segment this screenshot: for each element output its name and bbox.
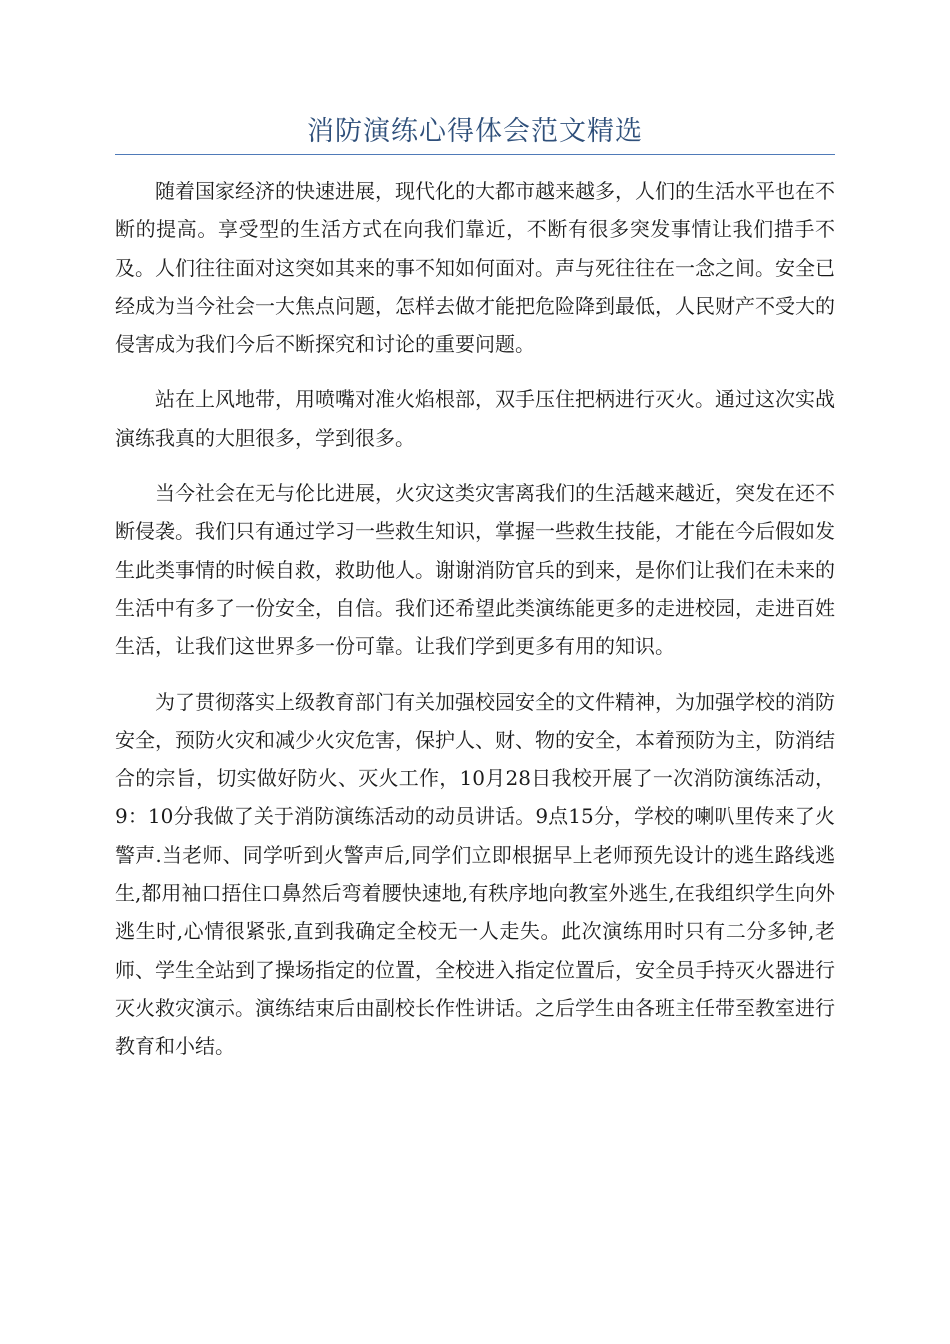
paragraph-4: 为了贯彻落实上级教育部门有关加强校园安全的文件精神，为加强学校的消防安全，预防火灾和减少火灾危害，保护人、财、物的安全，本着预防为主，防消结合的宗旨，切实做好防火、灭火工作，10月28日我校开展了一次消防演练活动，9：10分我做了关于消防演练活动的动员讲话。9点15分，学校的喇叭里传来了火警声.当老师、同学听到火警声后,同学们立即根据早上老师预先设计的逃生路线逃生,都用袖口捂住口鼻然后弯着腰快速地,有秩序地向教室外逃生,在我组织学生向外逃生时,心情很紧张,直到我确定全校无一人走失。此次演练用时只有二分多钟,老师、学生全站到了操场指定的位置，全校进入指定位置后，安全员手持灭火器进行灭火救灾演示。演练结束后由副校长作性讲话。之后学生由各班主任带至教室进行教育和小结。 (115, 689, 835, 1059)
paragraph-1: 随着国家经济的快速进展，现代化的大都市越来越多，人们的生活水平也在不断的提高。享受型的生活方式在向我们靠近，不断有很多突发事情让我们措手不及。人们往往面对这突如其来的事不知如何面对。声与死往往在一念之间。安全已经成为当今社会一大焦点问题，怎样去做才能把危险降到最低，人民财产不受大的侵害成为我们今后不断探究和讨论的重要问题。 (115, 179, 835, 357)
paragraph-3: 当今社会在无与伦比进展，火灾这类灾害离我们的生活越来越近，突发在还不断侵袭。我们只有通过学习一些救生知识，掌握一些救生技能，才能在今后假如发生此类事情的时候自救，救助他人。谢谢消防官兵的到来，是你们让我们在未来的生活中有多了一份安全，自信。我们还希望此类演练能更多的走进校园，走进百姓生活，让我们这世界多一份可靠。让我们学到更多有用的知识。 (115, 481, 835, 659)
paragraph-2: 站在上风地带，用喷嘴对准火焰根部，双手压住把柄进行灭火。通过这次实战演练我真的大胆很多，学到很多。 (115, 387, 835, 450)
document-title: 消防演练心得体会范文精选 (307, 116, 643, 147)
title-underline (115, 154, 835, 155)
document-body (115, 172, 835, 1083)
